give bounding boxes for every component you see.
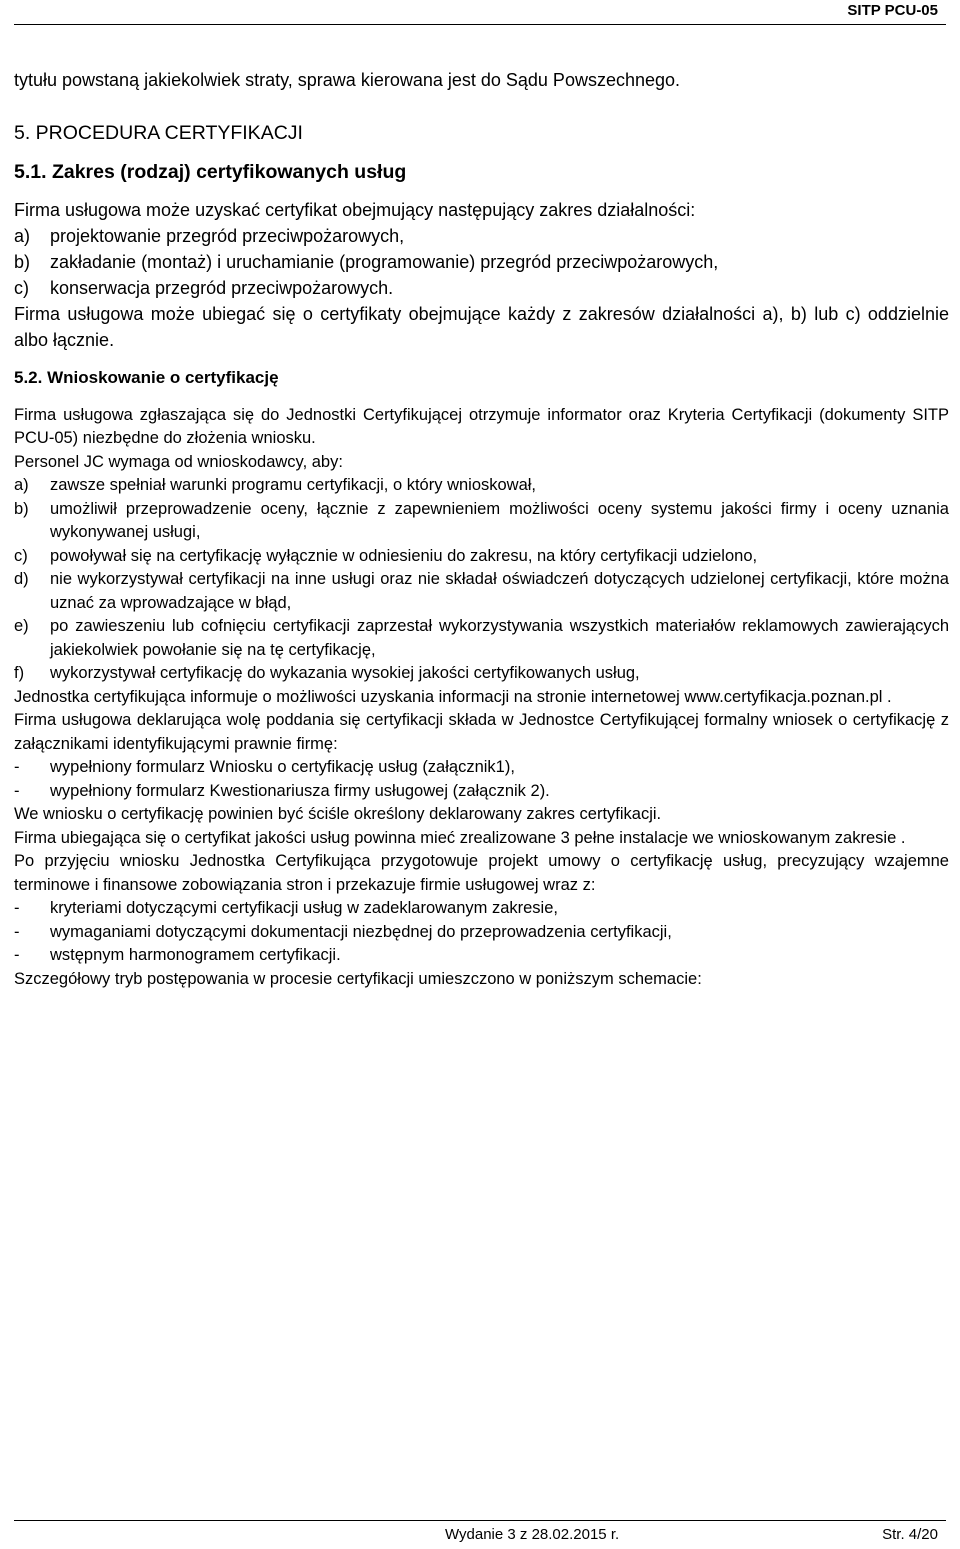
attachment-dash: - — [14, 781, 20, 800]
requirement-text: wykorzystywał certyfikację do wykazania wysokiej jakości certyfikowanych usług, — [50, 664, 640, 682]
contract-dash: - — [14, 946, 20, 964]
section-5-heading — [14, 120, 949, 146]
scope-item-text: konserwacja przegród przeciwpożarowych. — [50, 278, 394, 298]
requirement-text: umożliwił przeprowadzenie oceny, łącznie z zapewnieniem możliwości oceny systemu jakości firmy i oceny uznania wykonywanej usługi, — [50, 499, 949, 541]
scope-item-label: a) — [14, 226, 31, 246]
section-5-1-lead: Firma usługowa może uzyskać certyfikat obejmujący następujący zakres działalności: — [14, 200, 696, 220]
footer-edition: Wydanie 3 z 28.02.2015 r. — [445, 1526, 620, 1543]
attachment-item-2 — [14, 780, 949, 804]
contract-item-2 — [14, 921, 949, 945]
scope-item-text: projektowanie przegród przeciwpożarowych, — [50, 226, 405, 246]
section-5-2 — [14, 366, 949, 991]
application-paragraph: Firma usługowa deklarująca wolę poddania się certyfikacji składa w Jednostce Certyfikującej formalny wniosek o certyfikację z załącznikami identyfikującymi prawnie firmę: — [14, 711, 949, 753]
section-5-1-closing: Firma usługowa może ubiegać się o certyfikaty obejmujące każdy z zakresów działalności a), b) lub c) oddzielnie albo łącznie. — [14, 304, 949, 350]
contract-item-1 — [14, 897, 949, 921]
requirement-label: f) — [14, 664, 25, 682]
requirement-b — [14, 498, 949, 545]
attachment-item-1 — [14, 756, 949, 780]
requirement-d — [14, 568, 949, 615]
schema-reference: Szczegółowy tryb postępowania w procesie certyfikacji umieszczono w poniższym schemacie: — [14, 969, 702, 988]
requirement-text: zawsze spełniał warunki programu certyfikacji, o który wnioskował, — [50, 476, 537, 494]
section-5-2-intro: Firma usługowa zgłaszająca się do Jednostki Certyfikującej otrzymuje informator oraz Kryteria Certyfikacji (dokumenty SITP PCU-05) niezbędne do złożenia wniosku. — [14, 405, 949, 447]
section-5-title: 5. PROCEDURA CERTYFIKACJI — [14, 122, 303, 144]
contract-text: kryteriami dotyczącymi certyfikacji usług w zadeklarowanym zakresie, — [50, 899, 558, 917]
contract-paragraph: Po przyjęciu wniosku Jednostka Certyfikująca przygotowuje projekt umowy o certyfikację usług, precyzujący wzajemne terminowe i finansowe zobowiązania stron i przekazuje firmie usługowej wraz z: — [14, 852, 949, 894]
attachment-dash: - — [14, 758, 20, 776]
installations-requirement: Firma ubiegająca się o certyfikat jakości usług powinna mieć zrealizowane 3 pełne instalacje we wnioskowanym zakresie . — [14, 828, 906, 847]
requirement-text: po zawieszeniu lub cofnięciu certyfikacji zaprzestał wykorzystywania wszystkich materiałów reklamowych zawierających jakiekolwiek powołanie się na tę certyfikację, — [50, 617, 949, 659]
section-5-1-title: 5.1. Zakres (rodzaj) certyfikowanych usług — [14, 161, 407, 183]
footer-page-number: Str. 4/20 — [882, 1526, 938, 1543]
requirement-f — [14, 662, 949, 686]
header-divider — [14, 24, 946, 25]
requirement-text: powoływał się na certyfikację wyłącznie w odniesieniu do zakresu, na który certyfikacji udzielono, — [50, 546, 758, 565]
requirement-label: c) — [14, 546, 28, 565]
section-5-2-title: 5.2. Wnioskowanie o certyfikację — [14, 368, 279, 387]
requirement-label: d) — [14, 570, 29, 588]
section-5-2-personnel: Personel JC wymaga od wnioskodawcy, aby: — [14, 452, 343, 471]
scope-declaration: We wniosku o certyfikację powinien być ściśle określony deklarowany zakres certyfikacji. — [14, 805, 662, 823]
requirement-label: e) — [14, 617, 29, 635]
intro-text: tytułu powstaną jakiekolwiek straty, sprawa kierowana jest do Sądu Powszechnego. — [14, 70, 681, 90]
requirement-e — [14, 615, 949, 662]
requirement-label: a) — [14, 476, 29, 494]
scope-item-b — [14, 249, 949, 275]
scope-item-text: zakładanie (montaż) i uruchamianie (programowanie) przegród przeciwpożarowych, — [50, 252, 719, 272]
document-code: SITP PCU-05 — [847, 2, 938, 19]
section-5-1 — [14, 159, 949, 353]
website-info: Jednostka certyfikująca informuje o możliwości uzyskania informacji na stronie internetowej www.certyfikacja.poznan.pl . — [14, 687, 892, 706]
contract-text: wymaganiami dotyczącymi dokumentacji niezbędnej do przeprowadzenia certyfikacji, — [50, 922, 672, 941]
footer-divider — [14, 1520, 946, 1521]
contract-dash: - — [14, 922, 20, 941]
requirement-c — [14, 545, 949, 569]
attachment-text: wypełniony formularz Wniosku o certyfikację usług (załącznik1), — [50, 758, 515, 776]
contract-text: wstępnym harmonogramem certyfikacji. — [50, 946, 341, 964]
contract-dash: - — [14, 899, 20, 917]
requirement-text: nie wykorzystywał certyfikacji na inne usługi oraz nie składał oświadczeń dotyczących udzielonej certyfikacji, które można uznać za wprowadzające w błąd, — [50, 570, 949, 612]
attachment-text: wypełniony formularz Kwestionariusza firmy usługowej (załącznik 2). — [50, 781, 550, 800]
scope-item-label: c) — [14, 278, 29, 298]
scope-item-label: b) — [14, 252, 31, 272]
scope-item-a — [14, 223, 949, 249]
requirement-label: b) — [14, 499, 29, 518]
contract-item-3 — [14, 944, 949, 968]
intro-paragraph — [14, 67, 949, 93]
requirement-a — [14, 474, 949, 498]
scope-item-c — [14, 275, 949, 301]
